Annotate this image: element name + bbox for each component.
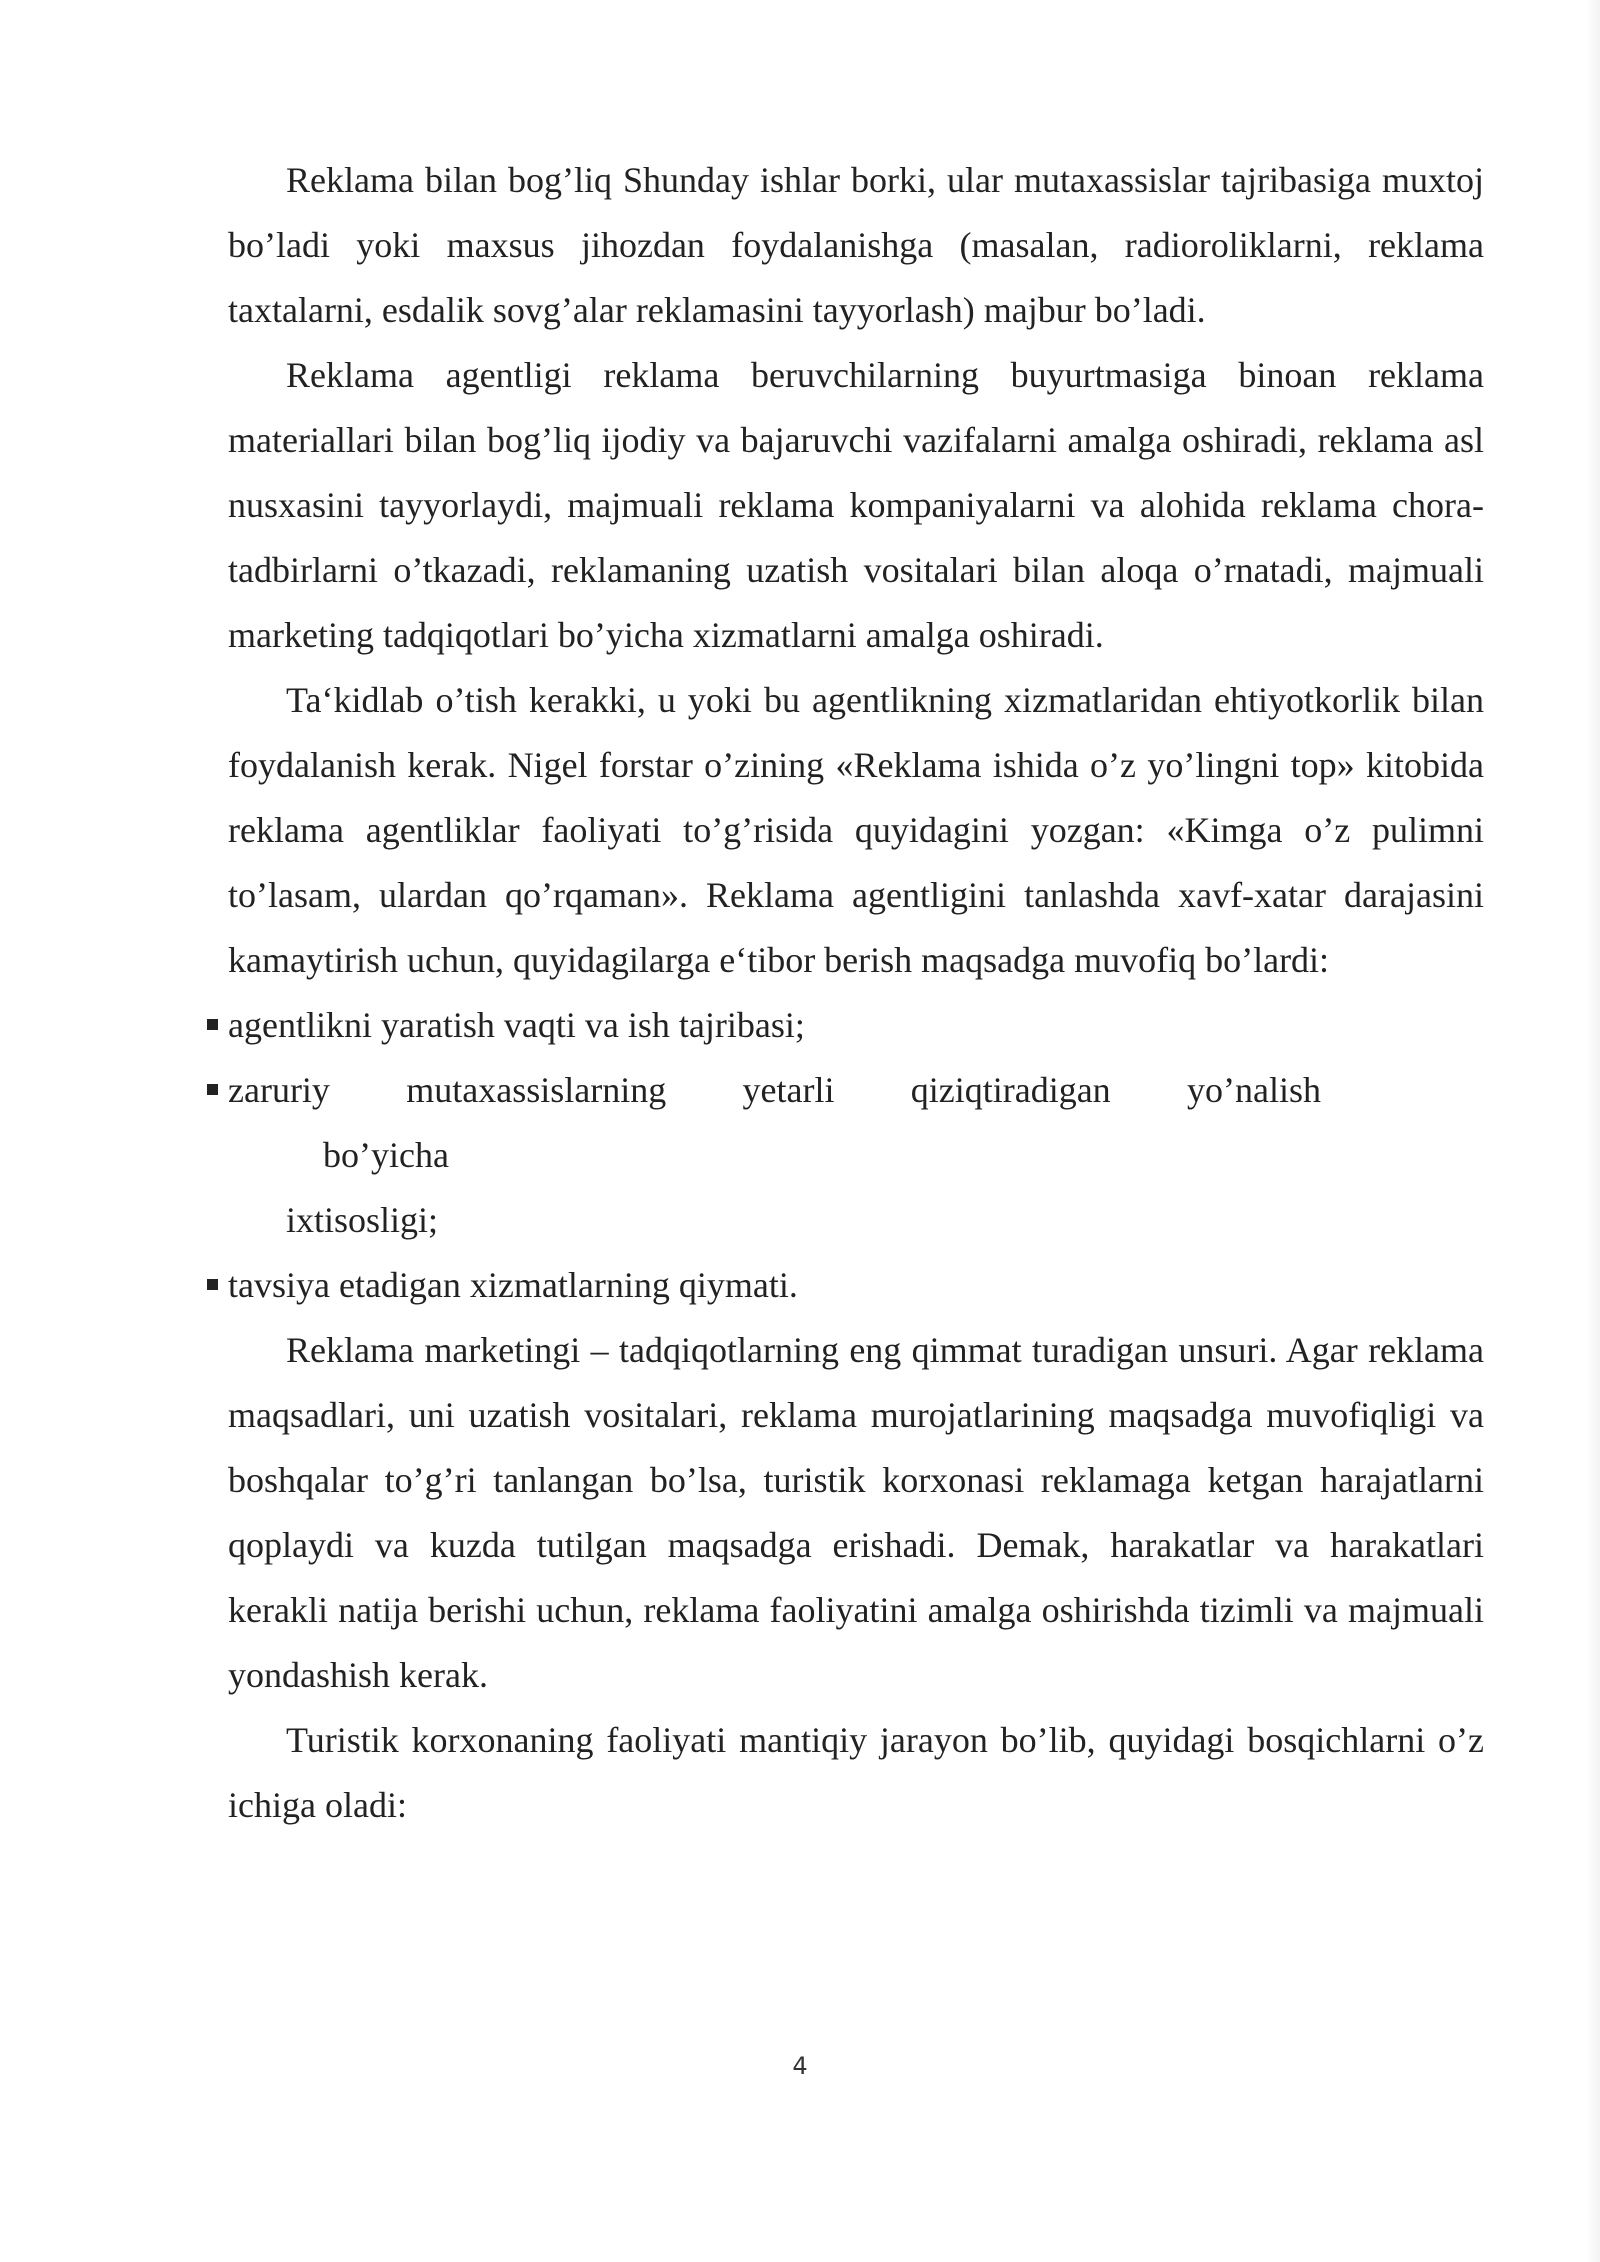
list-item-first-line: [228, 1058, 1321, 1123]
list-item-word: yetarli: [742, 1070, 835, 1110]
document-body: [228, 148, 1484, 1838]
paragraph: Reklama agentligi reklama beruvchilarning buyurtmasiga binoan reklama materiallari bilan bog’liq ijodiy va bajaruvchi vazifalarni amalga oshiradi, reklama asl nusxasini tayyorlaydi, majmuali reklama kompaniyalarni va alohida reklama chora-tadbirlarni o’tkazadi, reklamaning uzatish vositalari bilan aloqa o’rnatadi, majmuali marketing tadqiqotlari bo’yicha xizmatlarni amalga oshiradi.: [228, 355, 1484, 655]
paragraph: Turistik korxonaning faoliyati mantiqiy jarayon bo’lib, quyidagi bosqichlarni o’z ichiga oladi:: [228, 1720, 1484, 1825]
square-bullet-icon: [207, 1279, 218, 1290]
page-edge-shadow: [1586, 0, 1600, 2262]
list-item-word: qiziqtiradigan: [910, 1070, 1111, 1110]
list-item: [228, 1058, 1484, 1253]
paragraph: Reklama marketingi – tadqiqotlarning eng qimmat turadigan unsuri. Agar reklama maqsadlari, uni uzatish vositalari, reklama murojatlarining maqsadga muvofiqligi va boshqalar to’g’ri tanlangan bo’lsa, turistik korxonasi reklamaga ketgan harajatlarni qoplaydi va kuzda tutilgan maqsadga erishadi. Demak, harakatlar va harakatlari kerakli natija berishi uchun, reklama faoliyatini amalga oshirishda tizimli va majmuali yondashish kerak.: [228, 1330, 1484, 1695]
list-item-word: mutaxassislarning: [406, 1070, 667, 1110]
list-item-text: agentlikni yaratish vaqti va ish tajribasi;: [228, 1005, 805, 1045]
list-item-text: tavsiya etadigan xizmatlarning qiymati.: [228, 1265, 798, 1305]
list-item-word: yo’nalish: [1186, 1070, 1321, 1110]
list-item: [228, 993, 1484, 1058]
paragraph: Ta‘kidlab o’tish kerakki, u yoki bu agentlikning xizmatlaridan ehtiyotkorlik bilan foydalanish kerak. Nigel forstar o’zining «Reklama ishida o’z yo’lingni top» kitobida reklama agentliklar faoliyati to’g’risida quyidagini yozgan: «Kimga o’z pulimni to’lasam, ulardan qo’rqaman». Reklama agentligini tanlashda xavf-xatar darajasini kamaytirish uchun, quyidagilarga e‘tibor berish maqsadga muvofiq bo’lardi:: [228, 680, 1484, 980]
square-bullet-icon: [207, 1084, 218, 1095]
page-number: 4: [792, 2052, 808, 2080]
paragraph: Reklama bilan bog’liq Shunday ishlar borki, ular mutaxassislar tajribasiga muxtoj bo’ladi yoki maxsus jihozdan foydalanishga (masalan, radioroliklarni, reklama taxtalarni, esdalik sovg’alar reklamasini tayyorlash) majbur bo’ladi.: [228, 160, 1484, 330]
list-item-continuation: ixtisosligi;: [286, 1200, 439, 1240]
list-item-continuation: bo’yicha: [323, 1135, 449, 1175]
criteria-list: [228, 993, 1484, 1318]
square-bullet-icon: [207, 1019, 218, 1030]
list-item-word: zaruriy: [228, 1070, 330, 1110]
list-item: [228, 1253, 1484, 1318]
